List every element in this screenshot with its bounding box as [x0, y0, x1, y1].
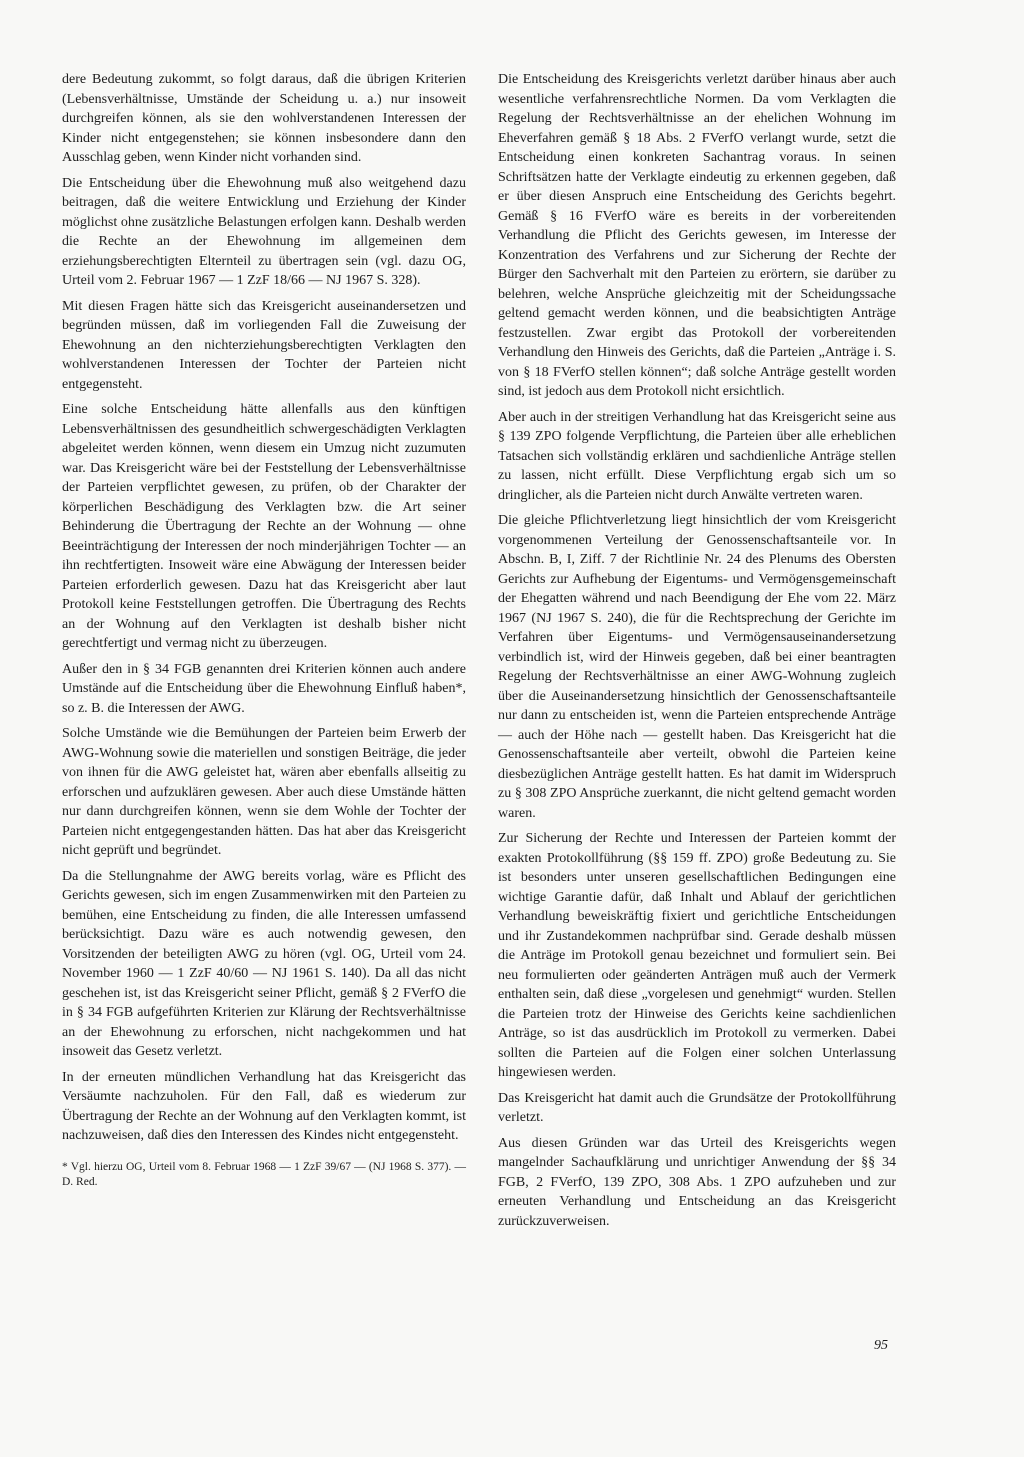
paragraph: Die Entscheidung des Kreisgerichts verletzt darüber hinaus aber auch wesentliche verfahrensrechtliche Normen. Da vom Verklagten die Regelung der Rechtsverhältnisse an der ehelichen Wohnung im Eheverfahren gemäß § 18 Abs. 2 FVerfO verlangt wurde, setzt die Entscheidung einen konkreten Sachantrag voraus. In seinen Schriftsätzen hatte der Verklagte eindeutig zu erkennen gegeben, daß er über diesen Anspruch eine Entscheidung des Gerichts begehrt. Gemäß § 16 FVerfO wäre es bereits in der vorbereitenden Verhandlung die Pflicht des Gerichts gewesen, im Interesse der Konzentration des Verfahrens und zur Sicherung der Rechte der Bürger den Sachverhalt mit den Parteien zu erörtern, sie darüber zu belehren, welche Ansprüche gleichzeitig mit der Scheidungssache geltend gemacht werden können, und die beabsichtigten Anträge festzustellen. Zwar ergibt das Protokoll der vorbereitenden Verhandlung den Hinweis des Gerichts, daß die Parteien „Anträge i. S. von § 18 FVerfO stellen können“; daß solche Anträge gestellt worden sind, ist jedoch aus dem Protokoll nicht ersichtlich.: [498, 72, 896, 399]
paragraph: Mit diesen Fragen hätte sich das Kreisgericht auseinandersetzen und begründen müssen, daß im vorliegenden Fall die Zuweisung der Ehewohnung an den nichterziehungsberechtigten Verklagten den wohlverstandenen Interessen der Tochter der Parteien nicht entgegensteht.: [62, 298, 466, 392]
paragraph: Die gleiche Pflichtverletzung liegt hinsichtlich der vom Kreisgericht vorgenommenen Verteilung der Genossenschaftsanteile vor. In Abschn. B, I, Ziff. 7 der Richtlinie Nr. 24 des Plenums des Obersten Gerichts zur Aufhebung der Eigentums- und Vermögensgemeinschaft der Ehegatten während und nach Beendigung der Ehe vom 22. März 1967 (NJ 1967 S. 240), die für die Rechtsprechung der Gerichte im Verfahren über Eigentums- und Vermögensauseinandersetzung verbindlich ist, wird der Hinweis gegeben, daß bei einer beantragten Regelung der Rechtsverhältnisse an einer AWG-Wohnung zugleich über die Auseinandersetzung hinsichtlich der Genossenschaftsanteile nur dann zu entscheiden ist, wenn die Parteien entsprechende Anträge — auch der Höhe nach — gestellt haben. Das Kreisgericht hat die Genossenschaftsanteile aber verteilt, obwohl die Parteien keine diesbezüglichen Anträge gestellt hatten. Es hat damit im Widerspruch zu § 308 ZPO Ansprüche zuerkannt, die nicht geltend gemacht worden waren.: [498, 513, 896, 821]
right-column: [498, 70, 896, 1237]
paragraph: Eine solche Entscheidung hätte allenfalls aus den künftigen Lebensverhältnissen des gesundheitlich schwergeschädigten Verklagten abgeleitet werden können, wenn diesem ein Umzug nicht zuzumuten war. Das Kreisgericht wäre bei der Feststellung der Lebensverhältnisse der Parteien verpflichtet gewesen, zu prüfen, ob der Charakter der körperlichen Beschädigung des Verklagten bzw. die Art seiner Behinderung die Übertragung der Rechte an der Wohnung — ohne Beeinträchtigung der Interessen der noch minderjährigen Tochter — an ihn rechtfertigten. Insoweit wäre eine Abwägung der Interessen beider Parteien erforderlich gewesen. Dazu hat das Kreisgericht aber laut Protokoll keine Feststellungen getroffen. Die Übertragung des Rechts an der Wohnung auf den Verklagten ist deshalb bisher nicht gerechtfertigt und vermag nicht zu überzeugen.: [62, 402, 466, 651]
paragraph: In der erneuten mündlichen Verhandlung hat das Kreisgericht das Versäumte nachzuholen. Für den Fall, daß es wiederum zur Übertragung der Rechte an der Wohnung auf den Verklagten kommt, ist nachzuweisen, daß dies den Interessen des Kindes nicht entgegensteht.: [62, 1069, 466, 1143]
left-column: [62, 70, 466, 1191]
paragraph: Zur Sicherung der Rechte und Interessen der Parteien kommt der exakten Protokollführung (§§ 159 ff. ZPO) große Bedeutung zu. Sie ist besonders unter unseren gesellschaftlichen Bedingungen eine wichtige Garantie dafür, daß Inhalt und Ablauf der gerichtlichen Verhandlung beweiskräftig fixiert und gerichtliche Entscheidungen und ihr Zustandekommen nachprüfbar sind. Gerade deshalb müssen die Anträge im Protokoll genau bezeichnet und formuliert sein. Bei neu formulierten oder geänderten Anträgen muß auch der Vermerk enthalten sein, daß diese „vorgelesen und genehmigt“ wurden. Stellen die Parteien trotz der Hinweise des Gerichts keine sachdienlichen Anträge, so ist das ausdrücklich im Protokoll zu vermerken. Dabei sollten die Parteien auf die Folgen einer solchen Unterlassung hingewiesen werden.: [498, 831, 896, 1080]
paragraph: Außer den in § 34 FGB genannten drei Kriterien können auch andere Umstände auf die Entscheidung über die Ehewohnung Einfluß haben*, so z. B. die Interessen der AWG.: [62, 661, 466, 716]
paragraph: Das Kreisgericht hat damit auch die Grundsätze der Protokollführung verletzt.: [498, 1090, 896, 1125]
paragraph: Aber auch in der streitigen Verhandlung hat das Kreisgericht seine aus § 139 ZPO folgende Verpflichtung, die Parteien über alle erheblichen Tatsachen sich vollständig erklären und sachdienliche Anträge stellen zu lassen, nicht erfüllt. Diese Verpflichtung ergab sich um so dringlicher, als die Parteien nicht durch Anwälte vertreten waren.: [498, 409, 896, 503]
paragraph: Aus diesen Gründen war das Urteil des Kreisgerichts wegen mangelnder Sachaufklärung und unrichtiger Anwendung der §§ 34 FGB, 2 FVerfO, 139 ZPO, 308 Abs. 1 ZPO aufzuheben und zur erneuten Verhandlung und Entscheidung an das Kreisgericht zurückzuverweisen.: [498, 1135, 896, 1229]
paragraph: Solche Umstände wie die Bemühungen der Parteien beim Erwerb der AWG-Wohnung sowie die materiellen und sonstigen Beiträge, die jeder von ihnen für die AWG geleistet hat, wären aber ebenfalls allseitig zu erforschen und aufzuklären gewesen. Aber auch diese Umstände hätten nur dann durchgreifen können, wenn sie dem Wohle der Tochter der Parteien nicht entgegengestanden hätten. Das hat aber das Kreisgericht nicht geprüft und begründet.: [62, 726, 466, 858]
paragraph: Die Entscheidung über die Ehewohnung muß also weitgehend dazu beitragen, daß die weitere Entwicklung und Erziehung der Kinder möglichst ohne zusätzliche Belastungen erfolgen kann. Deshalb werden die Rechte an der Ehewohnung im allgemeinen dem erziehungsberechtigten Elternteil zu übertragen sein (vgl. dazu OG, Urteil vom 2. Februar 1967 — 1 ZzF 18/66 — NJ 1967 S. 328).: [62, 175, 466, 288]
page-number: 95: [874, 1338, 888, 1353]
footnote: * Vgl. hierzu OG, Urteil vom 8. Februar 1968 — 1 ZzF 39/67 — (NJ 1968 S. 377). — D. Red.: [62, 1160, 466, 1188]
paragraph: Da die Stellungnahme der AWG bereits vorlag, wäre es Pflicht des Gerichts gewesen, sich im engen Zusammenwirken mit den Parteien zu bemühen, eine Entscheidung zu finden, die alle Interessen umfassend berücksichtigt. Dazu wäre es auch notwendig gewesen, den Vorsitzenden der beteiligten AWG zu hören (vgl. OG, Urteil vom 24. November 1960 — 1 ZzF 40/60 — NJ 1961 S. 140). Da all das nicht geschehen ist, ist das Kreisgericht seiner Pflicht, gemäß § 2 FVerfO die in § 34 FGB aufgeführten Kriterien zur Klärung der Rechtsverhältnisse an der Ehewohnung zu erforschen, nicht nachgekommen und hat insoweit das Gesetz verletzt.: [62, 868, 466, 1059]
paragraph: dere Bedeutung zukommt, so folgt daraus, daß die übrigen Kriterien (Lebensverhältnisse, Umstände der Scheidung u. a.) nur insoweit durchgreifen können, als sie den wohlverstandenen Interessen der Kinder nicht entgegenstehen; sie können insbesondere dann den Ausschlag geben, wenn Kinder nicht vorhanden sind.: [62, 72, 466, 165]
